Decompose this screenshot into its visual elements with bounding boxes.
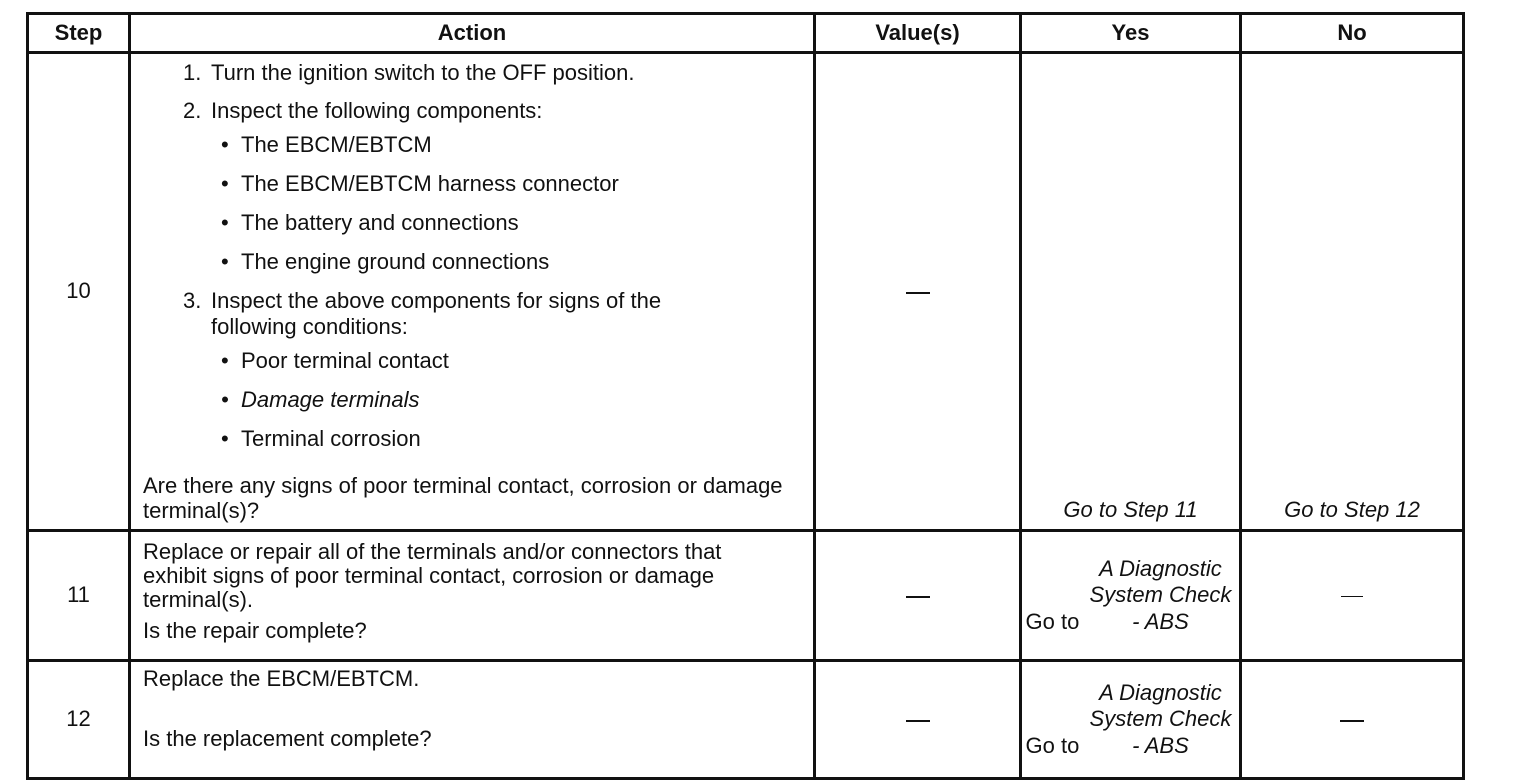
table-row-step-11 [28, 530, 1464, 660]
step-number: 11 [28, 530, 130, 660]
value-cell [815, 530, 1021, 660]
dash-mark [1340, 720, 1364, 722]
list-item: • Terminal corrosion [241, 426, 751, 452]
table-row-step-10 [28, 53, 1464, 531]
action-steps-list [143, 60, 803, 464]
action-cell [130, 530, 815, 660]
dash-mark [906, 292, 930, 294]
yes-cell [1021, 53, 1241, 531]
no-cell [1241, 53, 1464, 531]
header-yes: Yes [1021, 14, 1241, 53]
list-item: • The battery and connections [241, 210, 803, 236]
action-question: Are there any signs of poor terminal contact, corrosion or damage terminal(s)? [143, 473, 783, 523]
header-row [28, 14, 1464, 53]
diagnostic-table [26, 12, 1465, 780]
action-question: Is the replacement complete? [143, 725, 432, 751]
conditions-list [211, 348, 751, 452]
action-cell [130, 660, 815, 778]
header-values: Value(s) [815, 14, 1021, 53]
list-item: • Poor terminal contact [241, 348, 751, 374]
yes-cell [1021, 660, 1241, 778]
yes-link[interactable]: Go to A Diagnostic System Check - ABS [1025, 555, 1232, 634]
dash-mark [906, 596, 930, 598]
action-question: Is the repair complete? [143, 618, 367, 644]
no-cell [1241, 660, 1464, 778]
yes-cell [1021, 530, 1241, 660]
action-text: Replace the EBCM/EBTCM. [143, 665, 420, 691]
action-cell [130, 53, 815, 531]
step-number: 12 [28, 660, 130, 778]
no-cell [1241, 530, 1464, 660]
list-item: • The EBCM/EBTCM harness connector [241, 171, 803, 197]
table-row-step-12 [28, 660, 1464, 778]
list-item: • Damage terminals [241, 387, 751, 413]
dash-mark [906, 720, 930, 722]
value-cell [815, 53, 1021, 531]
action-step-2: 2. Inspect the following components: • The EBCM/EBTCM • The EBCM/EBTCM harness connector • The battery and connections • The engine ground connections [177, 98, 803, 275]
components-list [183, 132, 803, 275]
yes-link[interactable]: Go to Step 11 [1063, 496, 1198, 522]
action-step-3: 3. Inspect the above components for signs of the following conditions: • Poor terminal contact • Damage terminals • Terminal corrosion [177, 288, 803, 465]
header-step: Step [28, 14, 130, 53]
no-link[interactable]: Go to Step 12 [1284, 496, 1420, 522]
value-cell [815, 660, 1021, 778]
step-number: 10 [28, 53, 130, 531]
list-item: • The engine ground connections [241, 249, 803, 275]
header-no: No [1241, 14, 1464, 53]
action-text: Replace or repair all of the terminals and/or connectors that exhibit signs of poor terminal contact, corrosion or damage terminal(s). [143, 538, 722, 613]
dash-mark [1341, 596, 1363, 597]
list-item: • The EBCM/EBTCM [241, 132, 803, 158]
action-step-1: 1. Turn the ignition switch to the OFF position. [183, 60, 635, 85]
yes-link[interactable]: Go to A Diagnostic System Check - ABS [1025, 679, 1232, 758]
header-action: Action [130, 14, 815, 53]
